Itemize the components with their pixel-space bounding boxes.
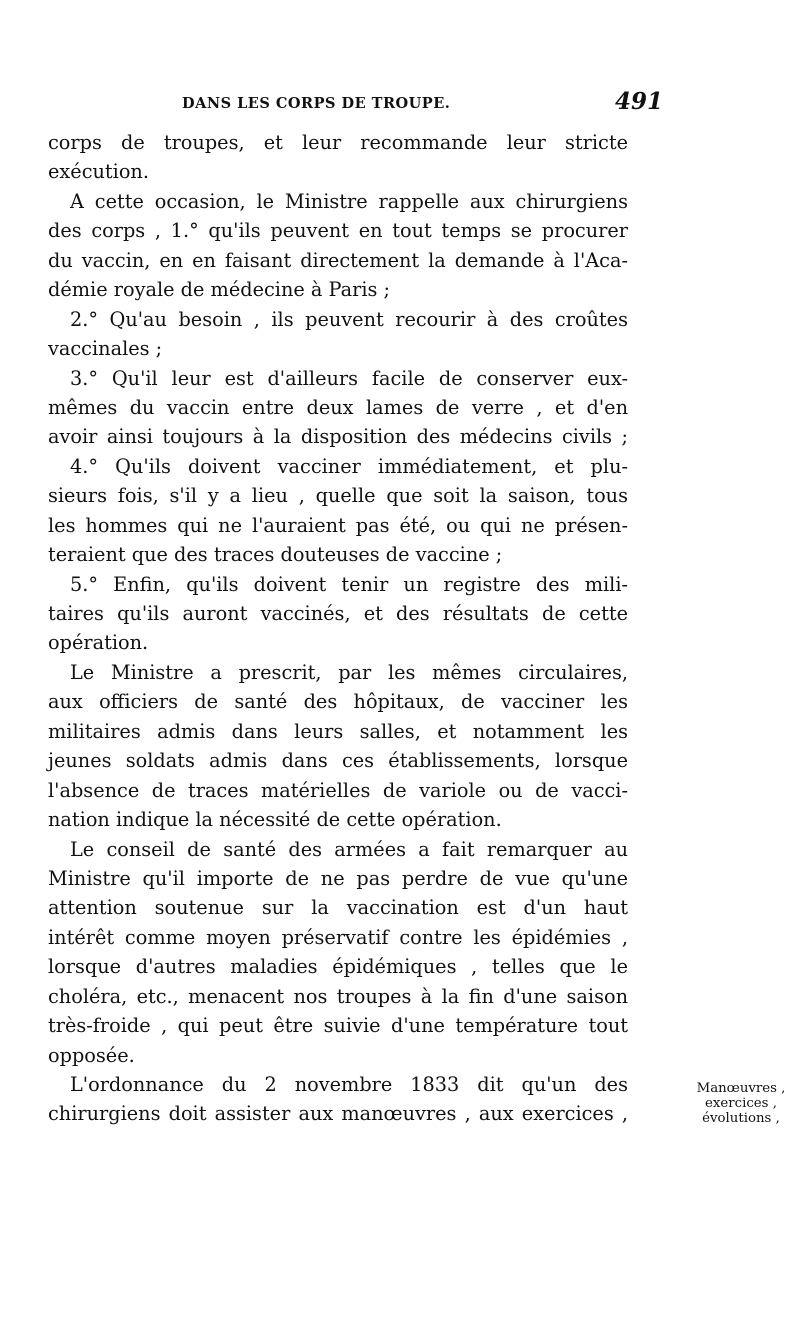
running-head: DANS LES CORPS DE TROUPE. [182,95,451,112]
page-number: 491 [615,88,664,115]
text-line: nation indique la nécessité de cette opération. [48,808,502,832]
text-line: 4.° Qu'ils doivent vacciner immédiatement, et plu- [70,454,628,478]
text-line: démie royale de médecine à Paris ; [48,278,391,302]
text-line: L'ordonnance du 2 novembre 1833 dit qu'un des [70,1073,628,1096]
text-line: teraient que des traces douteuses de vaccine ; [48,543,503,567]
text-line: taires qu'ils auront vaccinés, et des résultats de cette [48,602,628,625]
text-line: 2.° Qu'au besoin , ils peuvent recourir à des croûtes [70,307,628,331]
text-line: corps de troupes, et leur recommande leur stricte [48,131,628,154]
margin-note-line: Manœuvres , [696,1081,786,1096]
margin-note [682,1081,800,1126]
text-line: 3.° Qu'il leur est d'ailleurs facile de conserver eux- [70,366,628,390]
text-line: opposée. [48,1043,135,1067]
text-line: choléra, etc., menacent nos troupes à la fin d'une saison [48,984,628,1008]
text-line: Le conseil de santé des armées a fait remarquer au [70,837,628,861]
text-line: des corps , 1.° qu'ils peuvent en tout temps se procurer [48,219,628,243]
text-line: aux officiers de santé des hôpitaux, de vacciner les [48,690,628,714]
margin-note-line: exercices , [705,1096,777,1111]
text-line: l'absence de traces matérielles de variole ou de vacci- [48,778,628,802]
text-line: les hommes qui ne l'auraient pas été, ou qui ne présen- [48,513,628,537]
text-line: militaires admis dans leurs salles, et notamment les [48,719,628,743]
text-line: opération. [48,631,149,655]
text-line: Le Ministre a prescrit, par les mêmes circulaires, [70,660,628,684]
text-line: sieurs fois, s'il y a lieu , quelle que soit la saison, tous [48,484,628,508]
text-line: intérêt comme moyen préservatif contre les épidémies , [48,925,628,949]
text-line: vaccinales ; [48,337,163,361]
text-line: très-froide , qui peut être suivie d'une température tout [48,1014,628,1038]
text-line: A cette occasion, le Ministre rappelle aux chirurgiens [70,189,628,213]
text-line: exécution. [48,160,149,184]
text-line: 5.° Enfin, qu'ils doivent tenir un registre des mili- [70,572,628,596]
text-line: attention soutenue sur la vaccination est d'un haut [48,896,628,920]
margin-note-line: évolutions , [702,1111,780,1126]
text-line: mêmes du vaccin entre deux lames de verre , et d'en [48,395,628,419]
text-line: lorsque d'autres maladies épidémiques , telles que le [48,955,628,979]
body-text [48,128,628,1129]
text-line: du vaccin, en en faisant directement la demande à l'Aca- [48,248,628,272]
text-line: Ministre qu'il importe de ne pas perdre de vue qu'une [48,866,628,890]
text-line: chirurgiens doit assister aux manœuvres , aux exercices , [48,1102,628,1126]
text-line: avoir ainsi toujours à la disposition des médecins civils ; [48,425,628,449]
text-line: jeunes soldats admis dans ces établissements, lorsque [48,749,628,773]
